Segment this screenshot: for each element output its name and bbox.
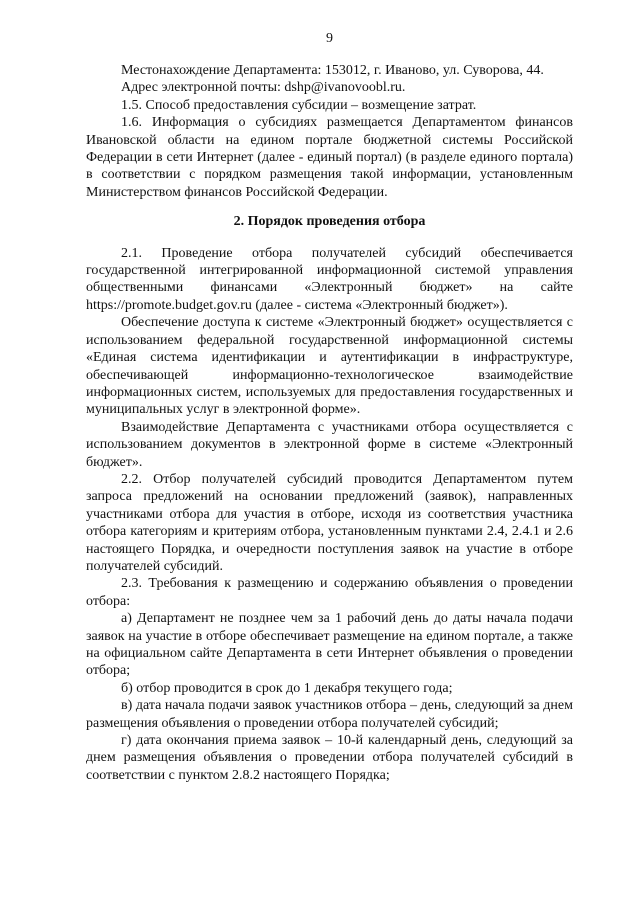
section-heading: 2. Порядок проведения отбора xyxy=(233,214,426,230)
paragraph-2-3: 2.3. Требования к размещению и содержанию объявления о проведении отбора: xyxy=(86,576,573,609)
page-number: 9 xyxy=(326,31,333,46)
paragraph-item-a: а) Департамент не позднее чем за 1 рабочий день до даты начала подачи заявок на участие в отборе обеспечивает размещение на едином портале, а также на официальном сайте Департамента в сети Интернет объявления о проведении отбора; xyxy=(86,611,573,679)
paragraph-email: Адрес электронной почты: dshp@ivanovoobl.ru. xyxy=(121,80,406,96)
paragraph-2-2: 2.2. Отбор получателей субсидий проводится Департаментом путем запроса предложений на основании предложений (заявок), направленных участниками отбора для участия в отборе, исходя из соответствия участника отбора категориям и критериям отбора, установленным пунктами 2.4, 2.4.1 и 2.6 настоящего Порядка, и очередности поступления заявок на участие в отборе получателей субсидий. xyxy=(86,471,573,574)
paragraph-1-5: 1.5. Способ предоставления субсидии – возмещение затрат. xyxy=(121,97,477,113)
paragraph-access: Обеспечение доступа к системе «Электронный бюджет» осуществляется с использованием федеральной государственной информационной системы «Единая система идентификации и аутентификации в инфраструктуре, обеспечивающей информационно-технологическое взаимодействие информационных систем, используемых для предоставления государственных и муниципальных услуг в электронной форме». xyxy=(86,315,573,418)
paragraph-location: Местонахождение Департамента: 153012, г. Иваново, ул. Суворова, 44. xyxy=(121,63,544,78)
paragraph-interaction: Взаимодействие Департамента с участниками отбора осуществляется с использованием документов в электронной форме в системе «Электронный бюджет». xyxy=(86,419,573,470)
paragraph-item-v: в) дата начала подачи заявок участников отбора – день, следующий за днем размещения объявления о проведении отбора получателей субсидий; xyxy=(86,698,573,731)
paragraph-1-6: 1.6. Информация о субсидиях размещается Департаментом финансов Ивановской области на едином портале бюджетной системы Российской Федерации в сети Интернет (далее - единый портал) (в разделе единого портала) в соответствии с порядком размещения такой информации, установленным Министерством финансов Российской Федерации. xyxy=(86,115,573,200)
document-body xyxy=(86,62,573,784)
paragraph-item-b: б) отбор проводится в срок до 1 декабря текущего года; xyxy=(121,680,453,696)
paragraph-item-g: г) дата окончания приема заявок – 10-й календарный день, следующий за днем размещения объявления о проведении отбора получателей субсидий в соответствии с пунктом 2.8.2 настоящего Порядка; xyxy=(86,733,573,783)
paragraph-2-1: 2.1. Проведение отбора получателей субсидий обеспечивается государственной интегрированной информационной системой управления общественными финансами «Электронный бюджет» на сайте https://promote.budget.gov.ru (далее - система «Электронный бюджет»). xyxy=(86,245,573,313)
